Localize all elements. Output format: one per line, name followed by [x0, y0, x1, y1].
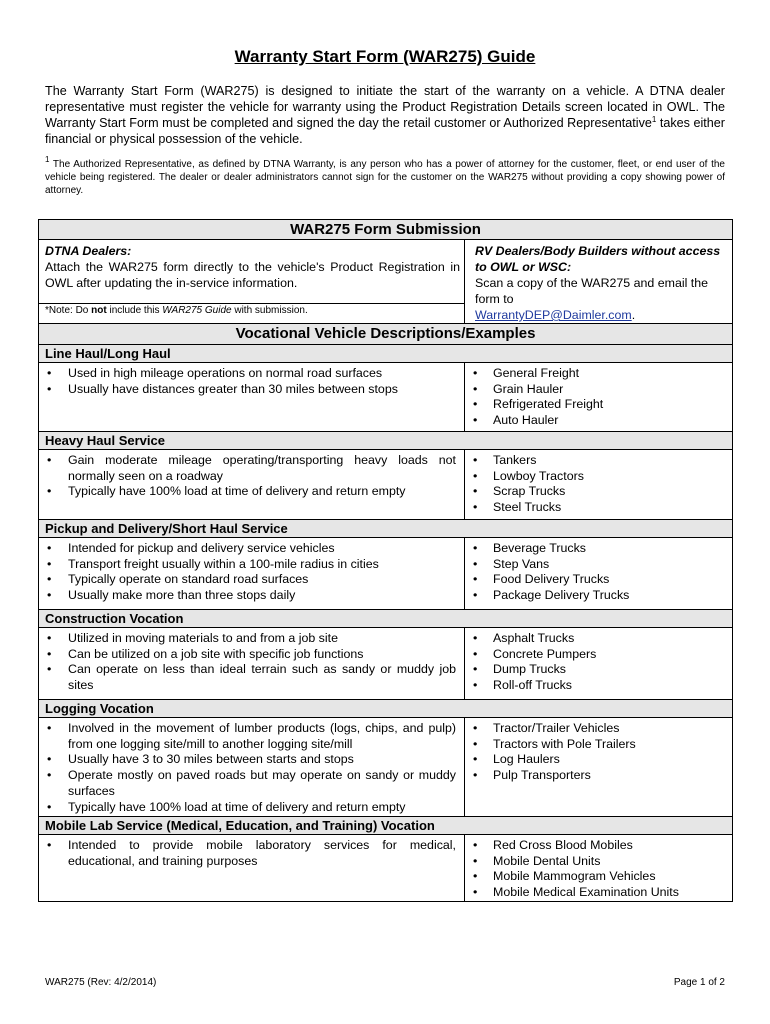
- intro-text-2: takes either financial or physical possession of the vehicle.: [45, 116, 725, 146]
- description-item: • Used in high mileage operations on normal road surfaces: [39, 366, 464, 382]
- category-row: [39, 538, 733, 610]
- example-item: • Tractor/Trailer Vehicles: [465, 721, 732, 737]
- category-examples: [465, 718, 733, 817]
- example-item: • Step Vans: [465, 557, 732, 573]
- intro-footnote-ref: 1: [651, 114, 657, 124]
- description-item: • Usually have distances greater than 30 miles between stops: [39, 382, 464, 398]
- note-text-3: with submission.: [231, 304, 308, 316]
- category-descriptions: [39, 450, 465, 520]
- example-item: • Mobile Medical Examination Units: [465, 885, 732, 901]
- description-item: • Transport freight usually within a 100-mile radius in cities: [39, 557, 464, 573]
- example-item: • Dump Trucks: [465, 662, 732, 678]
- example-item: • Steel Trucks: [465, 500, 732, 516]
- description-item: • Intended to provide mobile laboratory services for medical, educational, and training purposes: [39, 838, 464, 869]
- example-item: • Auto Hauler: [465, 413, 732, 429]
- footer-revision: WAR275 (Rev: 4/2/2014): [45, 977, 157, 988]
- category-heading: Construction Vocation: [39, 610, 733, 628]
- example-item: • Package Delivery Trucks: [465, 588, 732, 604]
- example-item: • Red Cross Blood Mobiles: [465, 838, 732, 854]
- footer-page-number: Page 1 of 2: [673, 977, 725, 988]
- dtna-dealers-text: Attach the WAR275 form directly to the vehicle's Product Registration in OWL after updating the in-service information.: [45, 260, 460, 290]
- example-item: • Pulp Transporters: [465, 768, 732, 784]
- category-heading: Line Haul/Long Haul: [39, 345, 733, 363]
- category-heading: Pickup and Delivery/Short Haul Service: [39, 520, 733, 538]
- footnote: [45, 155, 725, 197]
- category-examples: [465, 628, 733, 700]
- submission-note: [39, 303, 465, 323]
- example-item: • Beverage Trucks: [465, 541, 732, 557]
- footnote-marker: 1: [45, 155, 50, 164]
- category-descriptions: [39, 538, 465, 610]
- rv-dealers-instruction: Scan a copy of the WAR275 and email the form to: [475, 276, 709, 306]
- footnote-text: The Authorized Representative, as defined by DTNA Warranty, is any person who has a power of attorney for the customer, fleet, or end user of the vehicle being registered. The dealer or dealer administrators cannot sign for the customer on the WAR275 without providing a copy showing power of attorney.: [45, 159, 725, 196]
- description-item: • Can be utilized on a job site with specific job functions: [39, 647, 464, 663]
- example-item: • Mobile Dental Units: [465, 854, 732, 870]
- description-item: • Intended for pickup and delivery service vehicles: [39, 541, 464, 557]
- example-item: • Concrete Pumpers: [465, 647, 732, 663]
- description-item: • Involved in the movement of lumber products (logs, chips, and pulp) from one logging site/mill to another logging site/mill: [39, 721, 464, 752]
- category-row: [39, 450, 733, 520]
- note-emphasis: not: [91, 304, 107, 316]
- category-examples: [465, 835, 733, 902]
- description-item: • Can operate on less than ideal terrain such as sandy or muddy job sites: [39, 662, 464, 693]
- page-title: Warranty Start Form (WAR275) Guide: [234, 47, 536, 66]
- example-item: • Lowboy Tractors: [465, 469, 732, 485]
- description-item: • Usually make more than three stops daily: [39, 588, 464, 604]
- category-heading: Logging Vocation: [39, 700, 733, 718]
- category-row: [39, 628, 733, 700]
- example-item: • Mobile Mammogram Vehicles: [465, 869, 732, 885]
- category-row: [39, 363, 733, 432]
- note-text-1: : Do: [70, 304, 92, 316]
- category-heading: Mobile Lab Service (Medical, Education, and Training) Vocation: [39, 817, 733, 835]
- warranty-email-link[interactable]: WarrantyDEP@Daimler.com: [475, 308, 632, 322]
- description-item: • Usually have 3 to 30 miles between starts and stops: [39, 752, 464, 768]
- rv-dealers-title: RV Dealers/Body Builders without access to OWL or WSC:: [475, 244, 721, 274]
- dtna-dealers-title: DTNA Dealers:: [45, 244, 132, 258]
- example-item: • Log Haulers: [465, 752, 732, 768]
- description-item: • Typically have 100% load at time of delivery and return empty: [39, 800, 464, 816]
- category-row: [39, 718, 733, 817]
- category-row: [39, 835, 733, 902]
- intro-text-1: The Warranty Start Form (WAR275) is designed to initiate the start of the warranty on a vehicle. A DTNA dealer representative must register the vehicle for warranty using the Product Registration Details screen located in OWL. The Warranty Start Form must be completed and signed the day the retail customer or Authorized Representative: [45, 84, 725, 130]
- category-heading: Heavy Haul Service: [39, 432, 733, 450]
- category-examples: [465, 450, 733, 520]
- example-item: • Tractors with Pole Trailers: [465, 737, 732, 753]
- example-item: • Refrigerated Freight: [465, 397, 732, 413]
- dtna-dealers-cell: [39, 240, 465, 304]
- description-item: • Gain moderate mileage operating/transporting heavy loads not normally seen on a roadway: [39, 453, 464, 484]
- vocational-heading: Vocational Vehicle Descriptions/Examples: [39, 324, 733, 345]
- example-item: • Grain Hauler: [465, 382, 732, 398]
- rv-dealers-text: [475, 275, 726, 323]
- description-item: • Typically operate on standard road surfaces: [39, 572, 464, 588]
- category-examples: [465, 538, 733, 610]
- category-descriptions: [39, 718, 465, 817]
- example-item: • Asphalt Trucks: [465, 631, 732, 647]
- description-item: • Utilized in moving materials to and from a job site: [39, 631, 464, 647]
- category-descriptions: [39, 835, 465, 902]
- category-descriptions: [39, 628, 465, 700]
- guide-table: [38, 219, 733, 902]
- note-label: *Note: [45, 304, 71, 316]
- intro-paragraph: [45, 83, 725, 147]
- category-examples: [465, 363, 733, 432]
- note-text-2: include this: [106, 304, 163, 316]
- example-item: • Tankers: [465, 453, 732, 469]
- example-item: • Roll-off Trucks: [465, 678, 732, 694]
- example-item: • Food Delivery Trucks: [465, 572, 732, 588]
- description-item: • Typically have 100% load at time of delivery and return empty: [39, 484, 464, 500]
- category-descriptions: [39, 363, 465, 432]
- rv-dealers-cell: [465, 240, 733, 324]
- example-item: • Scrap Trucks: [465, 484, 732, 500]
- example-item: • General Freight: [465, 366, 732, 382]
- description-item: • Operate mostly on paved roads but may operate on sandy or muddy surfaces: [39, 768, 464, 799]
- note-guide-name: WAR275 Guide: [162, 304, 232, 316]
- submission-heading: WAR275 Form Submission: [39, 220, 733, 240]
- rv-period: .: [631, 308, 636, 322]
